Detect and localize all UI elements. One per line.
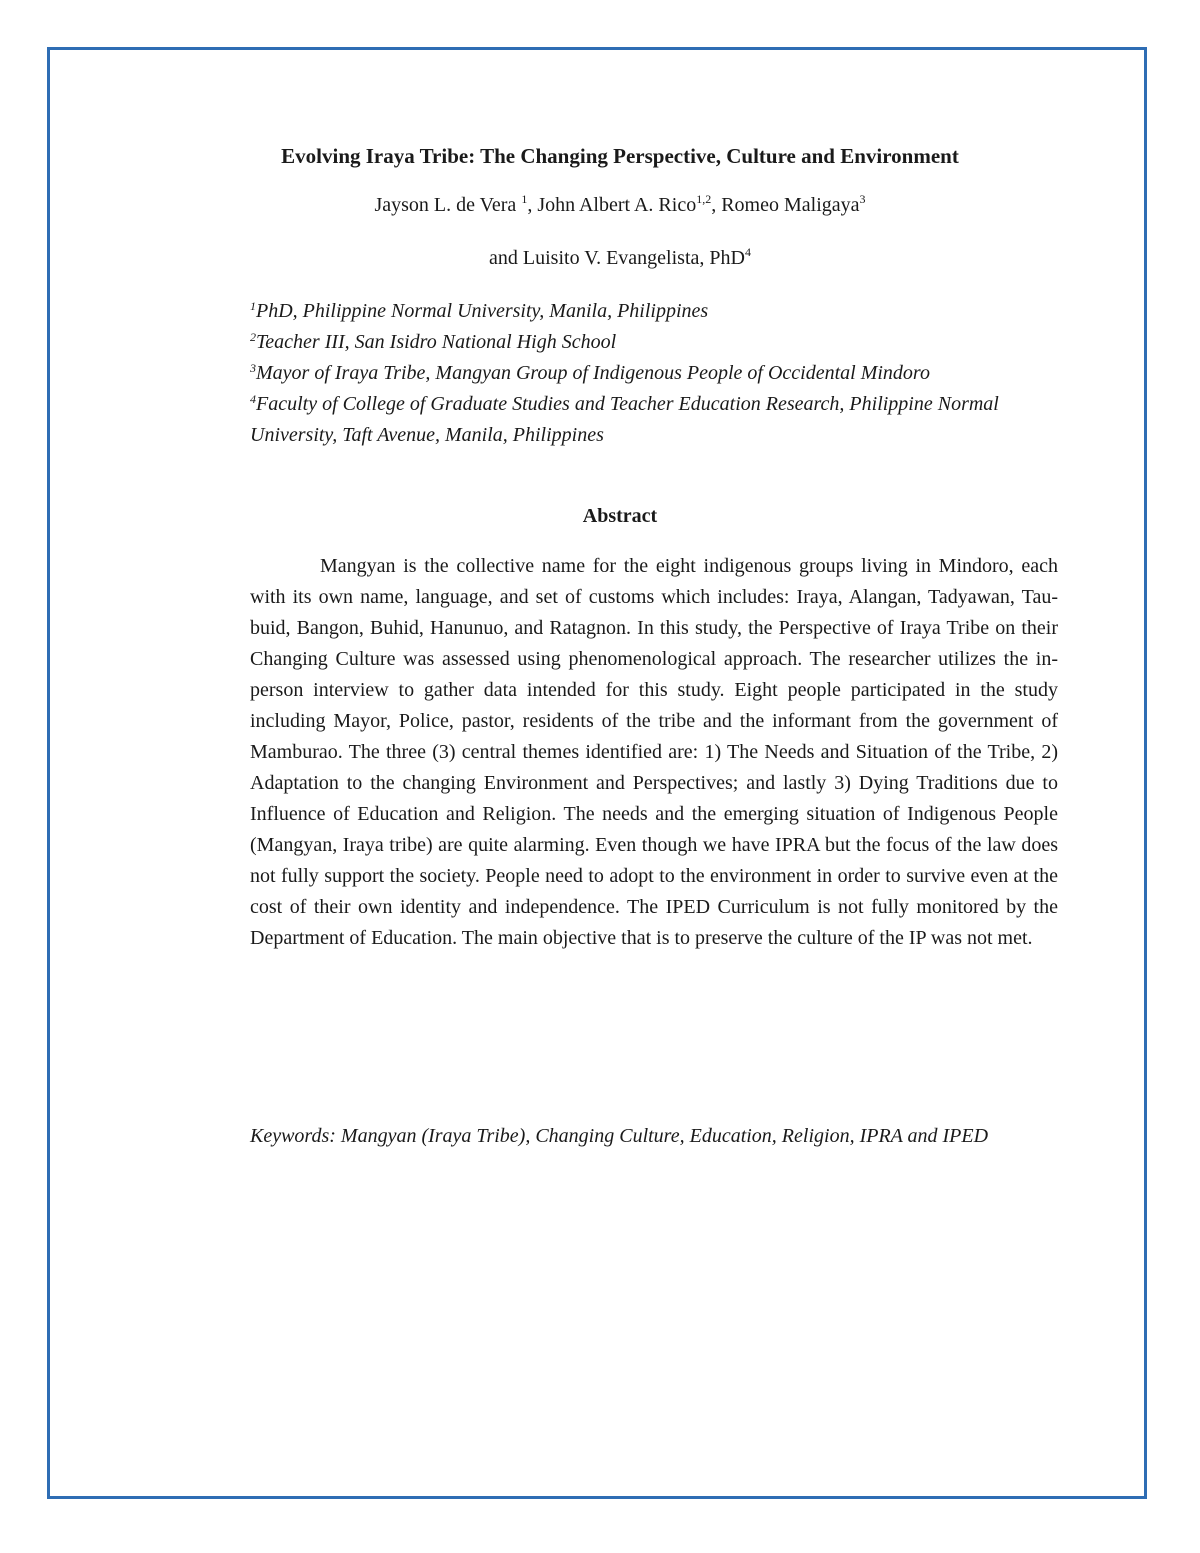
affiliation-number: 4 <box>250 392 256 406</box>
affiliation-text: Faculty of College of Graduate Studies and Teacher Education Research, Philippine Normal University, Taft Avenue, Manila, Philippines <box>250 393 999 446</box>
affiliation-text: PhD, Philippine Normal University, Manila, Philippines <box>256 300 709 322</box>
author-affiliation-mark: 3 <box>859 192 866 206</box>
author-separator: , <box>527 194 538 216</box>
author-list <box>0 194 1200 217</box>
author-name: Jayson L. de Vera <box>374 194 522 216</box>
affiliation-number: 1 <box>250 299 256 313</box>
author-list-continued <box>0 247 1200 270</box>
paper-title: Evolving Iraya Tribe: The Changing Perspective, Culture and Environment <box>281 144 959 168</box>
abstract-heading: Abstract <box>582 505 658 527</box>
affiliation-item <box>250 358 1070 389</box>
abstract-body: Mangyan is the collective name for the eight indigenous groups living in Mindoro, each with its own name, language, and set of customs which includes: Iraya, Alangan, Tadyawan, Tau-buid, Bangon, Buhid, Hanunuo, and Ratagnon. In this study, the Perspective of Iraya Tribe on their Changing Culture was assessed using phenomenological approach. The researcher utilizes the in-person interview to gather data intended for this study. Eight people participated in the study including Mayor, Police, pastor, residents of the tribe and the informant from the government of Mamburao. The three (3) central themes identified are: 1) The Needs and Situation of the Tribe, 2) Adaptation to the changing Environment and Perspectives; and lastly 3) Dying Traditions due to Influence of Education and Religion. The needs and the emerging situation of Indigenous People (Mangyan, Iraya tribe) are quite alarming. Even though we have IPRA but the focus of the law does not fully support the society. People need to adopt to the environment in order to survive even at the cost of their own identity and independence. The IPED Curriculum is not fully monitored by the Department of Education. The main objective that is to preserve the culture of the IP was not met. <box>250 555 1058 949</box>
affiliation-item <box>250 327 1070 358</box>
affiliation-text: Mayor of Iraya Tribe, Mangyan Group of Indigenous People of Occidental Mindoro <box>256 362 930 384</box>
affiliation-item <box>250 389 1070 451</box>
affiliation-item <box>250 296 1070 327</box>
affiliation-list <box>250 296 1070 451</box>
keywords: Keywords: Mangyan (Iraya Tribe), Changing Culture, Education, Religion, IPRA and IPED <box>250 1125 989 1147</box>
author-name: Romeo Maligaya <box>721 194 860 216</box>
author-affiliation-mark: 4 <box>744 245 751 259</box>
author-separator: , <box>711 194 722 216</box>
author-name: and Luisito V. Evangelista, PhD <box>489 247 745 269</box>
author-name: John Albert A. Rico <box>537 194 697 216</box>
affiliation-text: Teacher III, San Isidro National High School <box>256 331 617 353</box>
affiliation-number: 2 <box>250 330 256 344</box>
author-affiliation-mark: 1 <box>521 192 528 206</box>
author-affiliation-mark: 1,2 <box>696 192 712 206</box>
affiliation-number: 3 <box>250 361 256 375</box>
